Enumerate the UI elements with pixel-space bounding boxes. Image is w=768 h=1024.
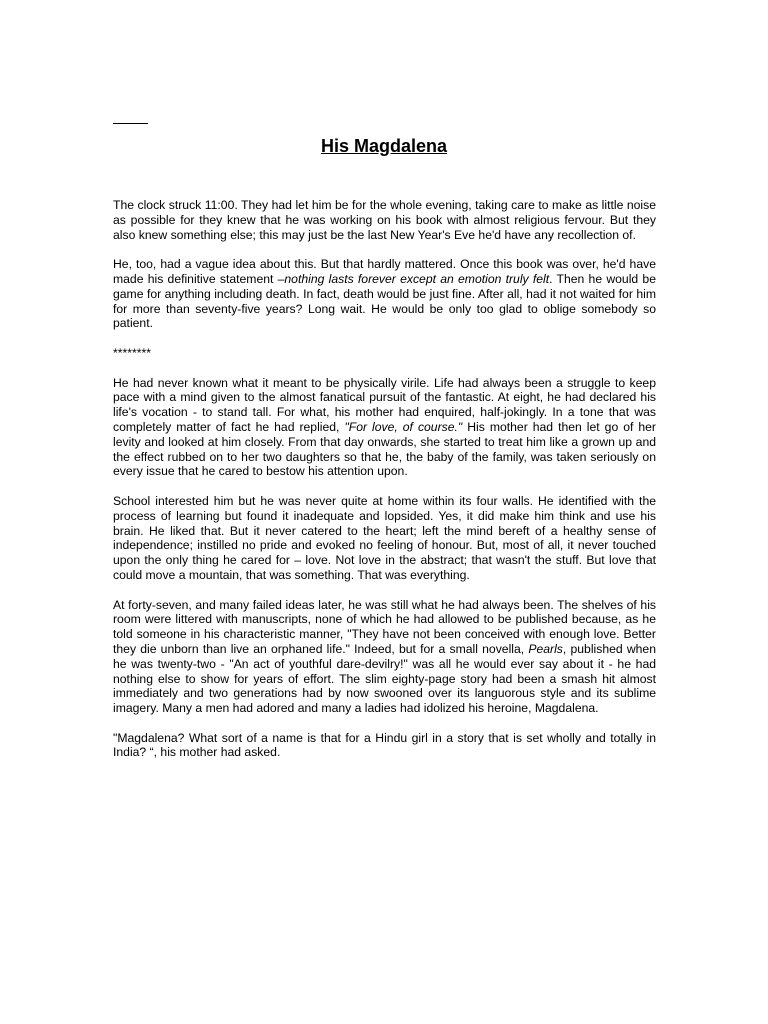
paragraph-5	[113, 598, 656, 716]
paragraph-3-text-c: His mother had then let go of her levity and looked at him closely. From that day onwards, she started to treat him like a grown up and the effect rubbed on to her two daughters so that he, the baby of the family, was taken seriously on every issue that he cared to bestow his attention upon.	[113, 419, 656, 479]
paragraph-4: School interested him but he was never quite at home within its four walls. He identified with the process of learning but found it inadequate and lopsided. Yes, it did make him think and use his brain. He liked that. But it never catered to the heart; left the mind bereft of a healthy sense of independence; instilled no pride and evoked no feeling of honour. But, most of all, it never touched upon the only thing he cared for – love. Not love in the abstract; that wasn't the stuff. But love that could move a mountain, that was something. That was everything.	[113, 493, 656, 582]
paragraph-2-text-a: He, too, had a vague idea about this. But that hardly mattered. Once this book was over, he'd have made his definitive statement –	[113, 257, 656, 286]
header-rule	[113, 123, 148, 124]
paragraph-3-text-a: He had never known what it meant to be physically virile. Life had always been a struggle to keep pace with a mind given to the almost fanatical pursuit of the fantastic. At eight, he had declared his life's vocation - to stand tall. For what, his mother had enquired, half-jokingly. In a tone that was completely matter of fact he had replied,	[113, 375, 656, 434]
document-title: His Magdalena	[320, 136, 448, 156]
paragraph-1: The clock struck 11:00. They had let him be for the whole evening, taking care to make as little noise as possible for they knew that he was working on his book with almost religious fervour. But they also knew something else; this may just be the last New Year's Eve he'd have any recollection of.	[113, 198, 656, 242]
paragraph-6: "Magdalena? What sort of a name is that for a Hindu girl in a story that is set wholly and totally in India? “, his mother had asked.	[113, 730, 656, 760]
paragraph-3	[113, 376, 656, 480]
paragraph-2-italic-quote: nothing lasts forever except an emotion truly felt	[284, 271, 550, 286]
paragraph-5-italic-title: Pearls	[528, 641, 563, 656]
document-body	[113, 198, 656, 775]
paragraph-2-text-c: . Then he would be game for anything including death. In fact, death would be just fine. After all, had it not waited for him for more than seventy-five years? Long wait. He would be only too glad to oblige somebody so patient.	[113, 271, 656, 331]
paragraph-2	[113, 257, 656, 331]
paragraph-3-italic-quote: "For love, of course."	[344, 419, 463, 434]
paragraph-5-text-a: At forty-seven, and many failed ideas later, he was still what he had always been. The shelves of his room were littered with manuscripts, none of which he had allowed to be published because, as he told someone in his characteristic manner, "They have not been conceived with enough love. Better they die unborn than live an orphaned life." Indeed, but for a small novella,	[113, 597, 656, 656]
section-separator: ********	[113, 345, 151, 360]
paragraph-5-text-c: , published when he was twenty-two - "An act of youthful dare-devilry!" was all he would ever say about it - he had nothing else to show for years of effort. The slim eighty-page story had been a smash hit almost immediately and two generations had by now swooned over its languorous style and its sublime imagery. Many a men had adored and many a ladies had idolized his heroine, Magdalena.	[113, 641, 656, 716]
